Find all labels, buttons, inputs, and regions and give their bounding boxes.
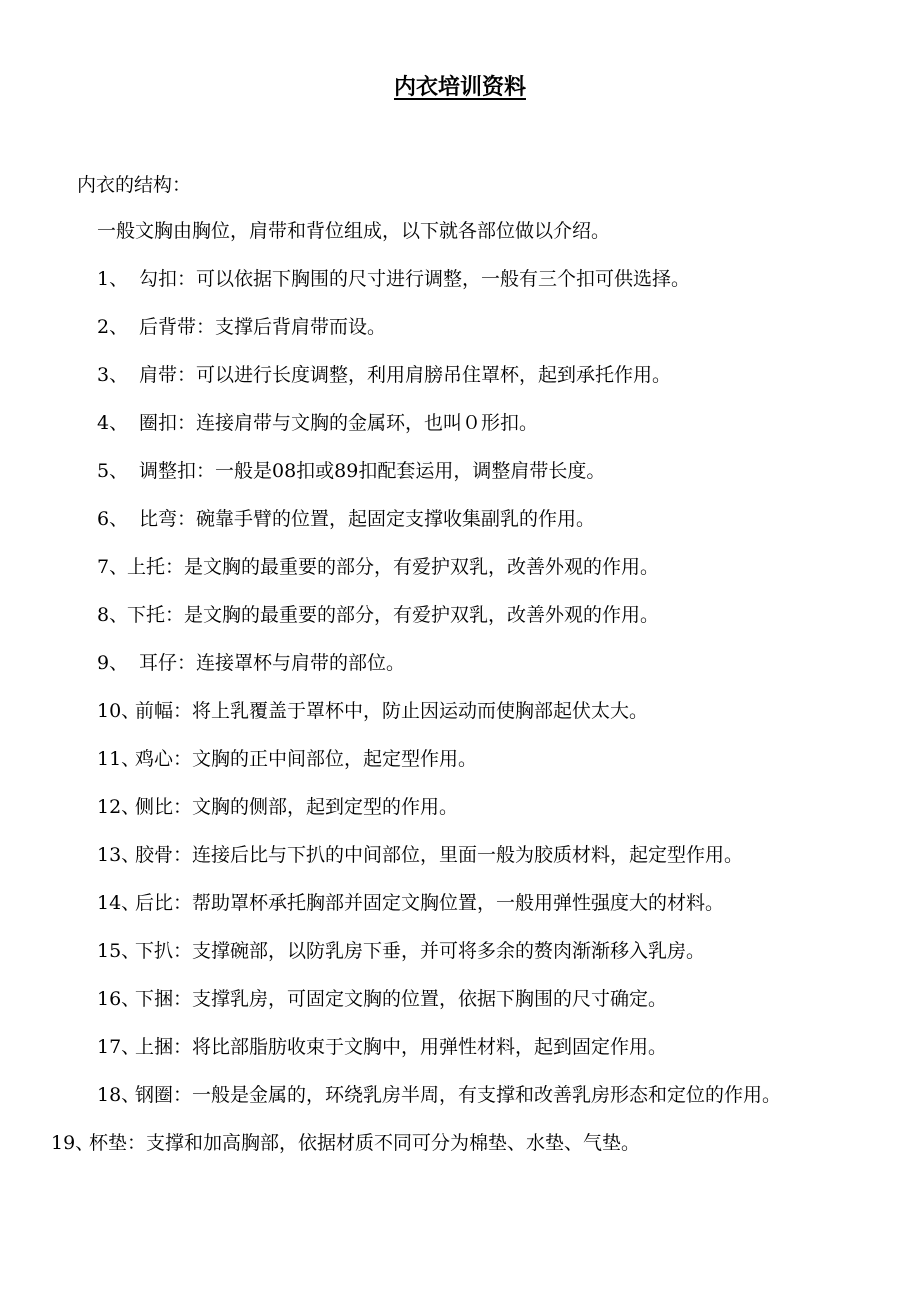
item-number: 2、 — [97, 316, 129, 338]
item-text: 杯垫：支撑和加高胸部，依据材质不同可分为棉垫、水垫、气垫。 — [89, 1132, 641, 1154]
item-text: 圈扣：连接肩带与文胸的金属环，也叫０形扣。 — [139, 412, 539, 434]
item-number: 6、 — [97, 508, 129, 530]
list-item — [97, 602, 659, 628]
list-item — [97, 314, 386, 340]
item-number: 10、 — [97, 700, 141, 722]
item-number: 11、 — [97, 748, 141, 770]
intro-paragraph: 一般文胸由胸位，肩带和背位组成，以下就各部位做以介绍。 — [97, 220, 611, 242]
item-number: 18、 — [97, 1084, 141, 1106]
item-text: 胶骨：连接后比与下扒的中间部位，里面一般为胶质材料，起定型作用。 — [135, 844, 744, 866]
item-number: 5、 — [97, 460, 129, 482]
item-text: 下捆：支撑乳房，可固定文胸的位置，依据下胸围的尺寸确定。 — [135, 988, 668, 1010]
item-number: 3、 — [97, 364, 129, 386]
document-title: 内衣培训资料 — [393, 74, 526, 100]
item-text: 比弯：碗靠手臂的位置，起固定支撑收集副乳的作用。 — [139, 508, 596, 530]
item-text: 肩带：可以进行长度调整，利用肩膀吊住罩杯，起到承托作用。 — [139, 364, 672, 386]
list-item — [97, 986, 667, 1012]
item-text: 上捆：将比部脂肪收束于文胸中，用弹性材料，起到固定作用。 — [135, 1036, 668, 1058]
item-text: 下托：是文胸的最重要的部分，有爱护双乳，改善外观的作用。 — [127, 604, 660, 626]
item-text: 侧比：文胸的侧部，起到定型的作用。 — [135, 796, 459, 818]
list-item — [97, 362, 671, 388]
list-item — [97, 650, 405, 676]
item-number: 8、 — [97, 604, 129, 626]
list-item — [97, 890, 724, 916]
item-text: 调整扣：一般是08扣或89扣配套运用，调整肩带长度。 — [139, 460, 606, 482]
item-number: 9、 — [97, 652, 129, 674]
item-text: 上托：是文胸的最重要的部分，有爱护双乳，改善外观的作用。 — [127, 556, 660, 578]
item-number: 19、 — [51, 1132, 95, 1154]
list-item — [97, 458, 605, 484]
list-item — [97, 698, 648, 724]
item-number: 16、 — [97, 988, 141, 1010]
item-text: 钢圈：一般是金属的，环绕乳房半周，有支撑和改善乳房形态和定位的作用。 — [135, 1084, 782, 1106]
section-label: 内衣的结构： — [77, 174, 192, 196]
list-item — [97, 794, 458, 820]
item-number: 17、 — [97, 1036, 141, 1058]
item-text: 勾扣：可以依据下胸围的尺寸进行调整，一般有三个扣可供选择。 — [139, 268, 691, 290]
item-text: 耳仔：连接罩杯与肩带的部位。 — [139, 652, 406, 674]
list-item — [97, 506, 595, 532]
list-item — [97, 1034, 667, 1060]
list-item — [97, 410, 538, 436]
item-text: 下扒：支撑碗部，以防乳房下垂，并可将多余的赘肉渐渐移入乳房。 — [135, 940, 706, 962]
list-item — [97, 842, 743, 868]
list-item — [97, 266, 690, 292]
item-number: 13、 — [97, 844, 141, 866]
list-item — [97, 938, 705, 964]
item-number: 15、 — [97, 940, 141, 962]
list-item — [97, 746, 477, 772]
item-number: 1、 — [97, 268, 129, 290]
item-number: 4、 — [97, 412, 129, 434]
item-number: 14、 — [97, 892, 141, 914]
item-number: 7、 — [97, 556, 129, 578]
item-text: 后背带：支撑后背肩带而设。 — [139, 316, 387, 338]
item-text: 前幅：将上乳覆盖于罩杯中，防止因运动而使胸部起伏太大。 — [135, 700, 649, 722]
item-text: 鸡心：文胸的正中间部位，起定型作用。 — [135, 748, 478, 770]
list-item — [51, 1130, 640, 1156]
list-item — [97, 554, 659, 580]
item-number: 12、 — [97, 796, 141, 818]
list-item — [97, 1082, 781, 1108]
item-text: 后比：帮助罩杯承托胸部并固定文胸位置，一般用弹性强度大的材料。 — [135, 892, 725, 914]
